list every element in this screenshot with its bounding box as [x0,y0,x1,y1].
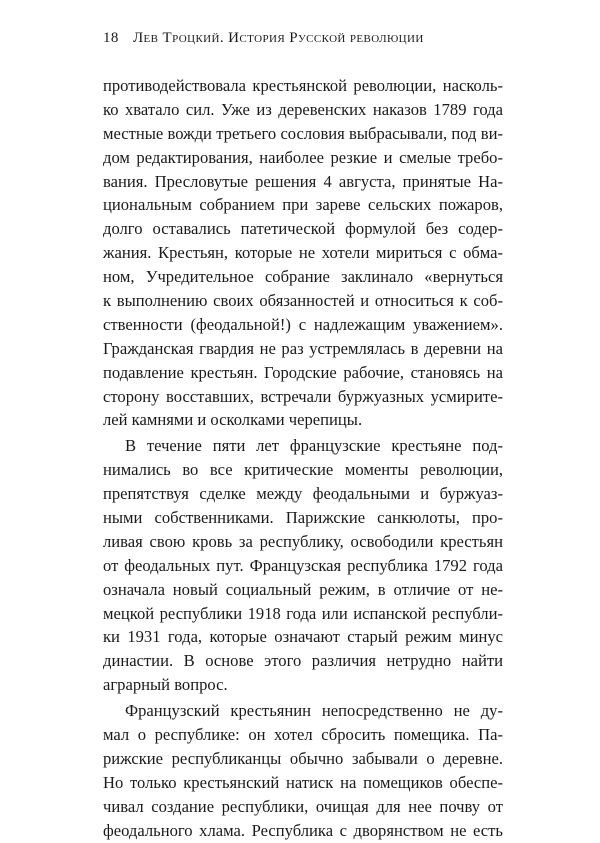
running-title: Лев Троцкий. История Русской революции [132,30,424,46]
text-line: ном, Учредительное собрание заклинало «вернуться [103,267,503,287]
text-line: ными собственниками. Парижские санкюлоты, про- [103,508,503,528]
paragraph [103,434,503,697]
text-line: жания. Крестьян, которые не хотели мириться с обма- [103,243,503,263]
text-line: династии. В основе этого различия нетрудно найти [103,651,503,671]
text-line: феодального хлама. Республика с дворянством не есть [103,820,503,840]
text-line: дом редактирования, наиболее резкие и смелые требо- [103,147,503,167]
text-line: означала новый социальный режим, в отличие от не- [103,579,503,599]
text-line: нимались во все критические моменты революции, [103,460,503,480]
text-line: аграрный вопрос. [103,675,228,695]
body-text [103,74,503,843]
text-line: долго оставались патетической формулой без содер- [103,219,503,239]
running-head [103,30,503,47]
text-line: сторону восставших, встречали буржуазных усмирите- [103,386,503,406]
text-line: к выполнению своих обязанностей и относиться к соб- [103,291,503,311]
text-line: Гражданская гвардия не раз устремлялась в деревни на [103,338,503,358]
page-number: 18 [103,30,119,46]
text-line: ливая свою кровь за республику, освободили крестьян [103,531,503,551]
text-line: циональным собранием при зареве сельских пожаров, [103,195,503,215]
text-line: лей камнями и осколками черепицы. [103,410,363,430]
text-line: подавление крестьян. Городские рабочие, становясь на [103,362,503,382]
text-line: Французский крестьянин непосредственно не ду- [125,701,503,721]
text-line: В течение пяти лет французские крестьяне под- [125,436,503,456]
text-line: ки 1931 года, которые означают старый режим минус [103,627,503,647]
paragraph [103,74,503,432]
text-line: ственности (феодальной!) с надлежащим уважением». [103,314,503,334]
text-line: противодействовала крестьянской революции, насколь- [103,76,503,95]
text-line: мецкой республики 1918 года или испанской республи- [103,603,503,623]
text-line: рижские республиканцы обычно забывали о деревне. [103,748,503,768]
paragraph [103,699,503,842]
text-line: мал о республике: он хотел сбросить помещика. Па- [103,725,503,745]
text-line: вания. Пресловутые решения 4 августа, принятые На- [103,171,503,191]
text-line: от феодальных пут. Французская республика 1792 года [103,555,503,575]
text-line: ко хватало сил. Уже из деревенских наказов 1789 года [103,99,503,119]
text-line: местные вожди третьего сословия выбрасывали, под ви- [103,123,503,143]
text-line: препятствуя сделке между феодальными и буржуаз- [103,484,503,504]
text-line: Но только крестьянский натиск на помещиков обеспе- [103,772,503,792]
text-line: чивал создание республики, очищая для нее почву от [103,796,503,816]
